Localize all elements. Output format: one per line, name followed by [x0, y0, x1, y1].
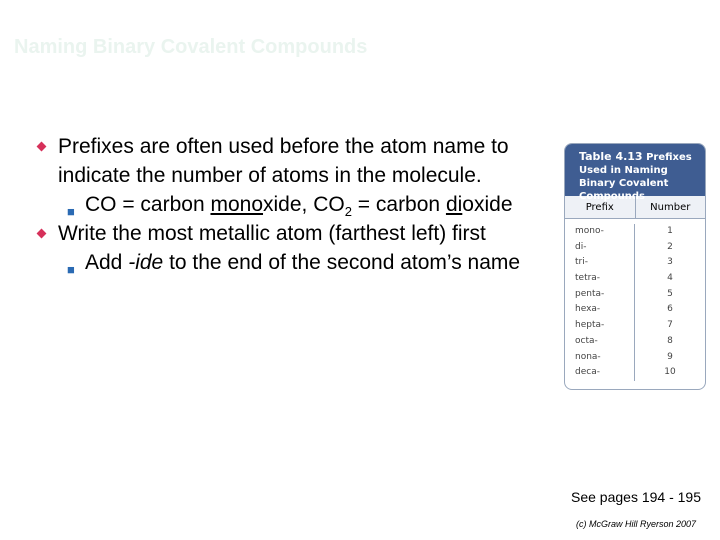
example-text: = carbon — [351, 193, 446, 216]
table-caption — [565, 144, 705, 202]
diamond-bullet-icon — [37, 142, 47, 152]
number-column — [635, 224, 705, 381]
table-cell-number: 4 — [667, 273, 673, 284]
subbullet-text: to the end of the second atom’s name — [163, 251, 521, 274]
underlined-prefix: mono — [210, 193, 264, 216]
subbullet-ide — [36, 248, 551, 277]
table-label: Table 4.13 — [579, 150, 643, 163]
prefix-column — [565, 224, 635, 381]
table-cell-prefix: tri- — [575, 257, 588, 268]
square-bullet-icon: ■ — [67, 204, 75, 219]
table-cell-number: 10 — [664, 367, 676, 378]
bullet-prefixes — [36, 132, 551, 190]
table-caption-text: Prefixes Used in Naming Binary Covalent Compounds — [579, 152, 692, 202]
table-cell-number: 1 — [667, 226, 673, 236]
subbullet-text: Add — [85, 251, 129, 274]
example-text: CO = carbon — [85, 193, 211, 216]
bullet-metallic — [36, 219, 551, 248]
italic-suffix: -ide — [128, 251, 164, 274]
table-cell-prefix: mono- — [575, 226, 604, 236]
table-cell-number: 3 — [667, 257, 673, 268]
table-cell-prefix: nona- — [575, 351, 601, 362]
bullet-text: Prefixes are often used before the atom name to indicate the number of atoms in the molecule. — [58, 135, 509, 187]
example-text: xide, CO — [263, 193, 345, 216]
column-header-prefix: Prefix — [565, 196, 636, 218]
example-text: oxide — [462, 193, 513, 216]
slide-title: Naming Binary Covalent Compounds — [14, 36, 368, 58]
see-pages-note: See pages 194 - 195 — [571, 489, 701, 505]
column-header-number: Number — [650, 201, 691, 213]
table-cell-prefix: deca- — [575, 367, 600, 378]
copyright-note: (c) McGraw Hill Ryerson 2007 — [576, 519, 697, 529]
underlined-prefix: di — [445, 193, 463, 216]
table-cell-prefix: hepta- — [575, 320, 605, 331]
table-cell-number: 8 — [667, 335, 673, 346]
table-cell-number: 6 — [667, 304, 673, 315]
prefix-table — [564, 143, 706, 390]
slide-body — [36, 132, 551, 277]
table-cell-prefix: hexa- — [575, 304, 601, 315]
table-cell-number: 7 — [667, 320, 673, 331]
table-cell-number: 5 — [667, 288, 673, 299]
table-body — [565, 219, 705, 381]
subbullet-examples — [36, 190, 551, 219]
table-cell-number: 2 — [667, 241, 673, 252]
table-cell-number: 9 — [667, 351, 673, 362]
table-cell-prefix: tetra- — [575, 273, 601, 284]
table-cell-prefix: octa- — [575, 335, 598, 346]
bullet-text: Write the most metallic atom (farthest left) first — [58, 222, 486, 245]
table-cell-prefix: di- — [575, 241, 587, 252]
subscript: 2 — [344, 204, 352, 220]
diamond-bullet-icon — [37, 229, 47, 239]
table-header-row — [565, 196, 705, 219]
square-bullet-icon: ■ — [67, 262, 75, 277]
table-cell-prefix: penta- — [575, 288, 605, 299]
